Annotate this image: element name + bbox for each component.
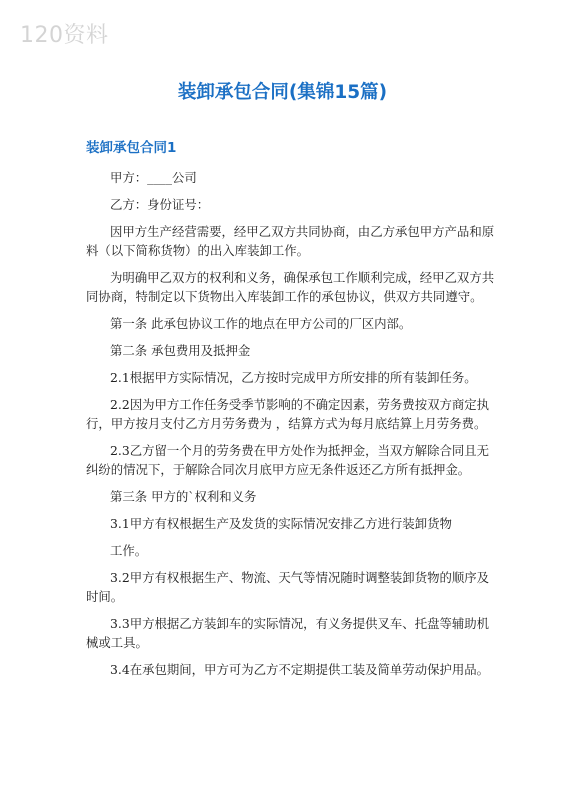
clause-3-4: 3.4在承包期间，甲方可为乙方不定期提供工装及简单劳动保护用品。 xyxy=(110,662,490,677)
clause-2-3: 2.3乙方留一个月的劳务费在甲方处作为抵押金，当双方解除合同且无纠纷的情况下，于解除合同次月底甲方应无条件返还乙方所有抵押金。 xyxy=(86,443,490,477)
article-1: 第一条 此承包协议工作的地点在甲方公司的厂区内部。 xyxy=(110,316,412,331)
clause-3-1-continued: 工作。 xyxy=(110,543,148,558)
paragraph-party-b: 乙方：身份证号： xyxy=(110,197,210,212)
clause-3-3: 3.3甲方根据乙方装卸车的实际情况，有义务提供叉车、托盘等辅助机械或工具。 xyxy=(86,616,490,650)
clause-3-1: 3.1甲方有权根据生产及发货的实际情况安排乙方进行装卸货物 xyxy=(110,516,452,531)
document-title: 装卸承包合同(集锦15篇) xyxy=(177,82,388,103)
watermark-logo: 120资料 xyxy=(20,23,109,48)
document-body xyxy=(86,168,496,679)
clause-2-2: 2.2因为甲方工作任务受季节影响的不确定因素，劳务费按双方商定执行，甲方按月支付乙方月劳务费为 ，结算方式为每月底结算上月劳务费。 xyxy=(86,397,490,431)
paragraph-purpose: 为明确甲乙双方的权利和义务，确保承包工作顺利完成，经甲乙双方共同协商，特制定以下货物出入库装卸工作的承包协议，供双方共同遵守。 xyxy=(86,270,495,304)
article-2-heading: 第二条 承包费用及抵押金 xyxy=(110,343,251,358)
clause-3-2: 3.2甲方有权根据生产、物流、天气等情况随时调整装卸货物的顺序及时间。 xyxy=(86,570,490,604)
paragraph-intro: 因甲方生产经营需要，经甲乙双方共同协商，由乙方承包甲方产品和原料（以下简称货物）的出入库装卸工作。 xyxy=(86,224,495,258)
clause-2-1: 2.1根据甲方实际情况，乙方按时完成甲方所安排的所有装卸任务。 xyxy=(110,370,477,385)
article-3-heading: 第三条 甲方的`权利和义务 xyxy=(110,489,257,504)
paragraph-party-a: 甲方：____公司 xyxy=(110,170,197,185)
section-heading: 装卸承包合同1 xyxy=(86,140,177,156)
